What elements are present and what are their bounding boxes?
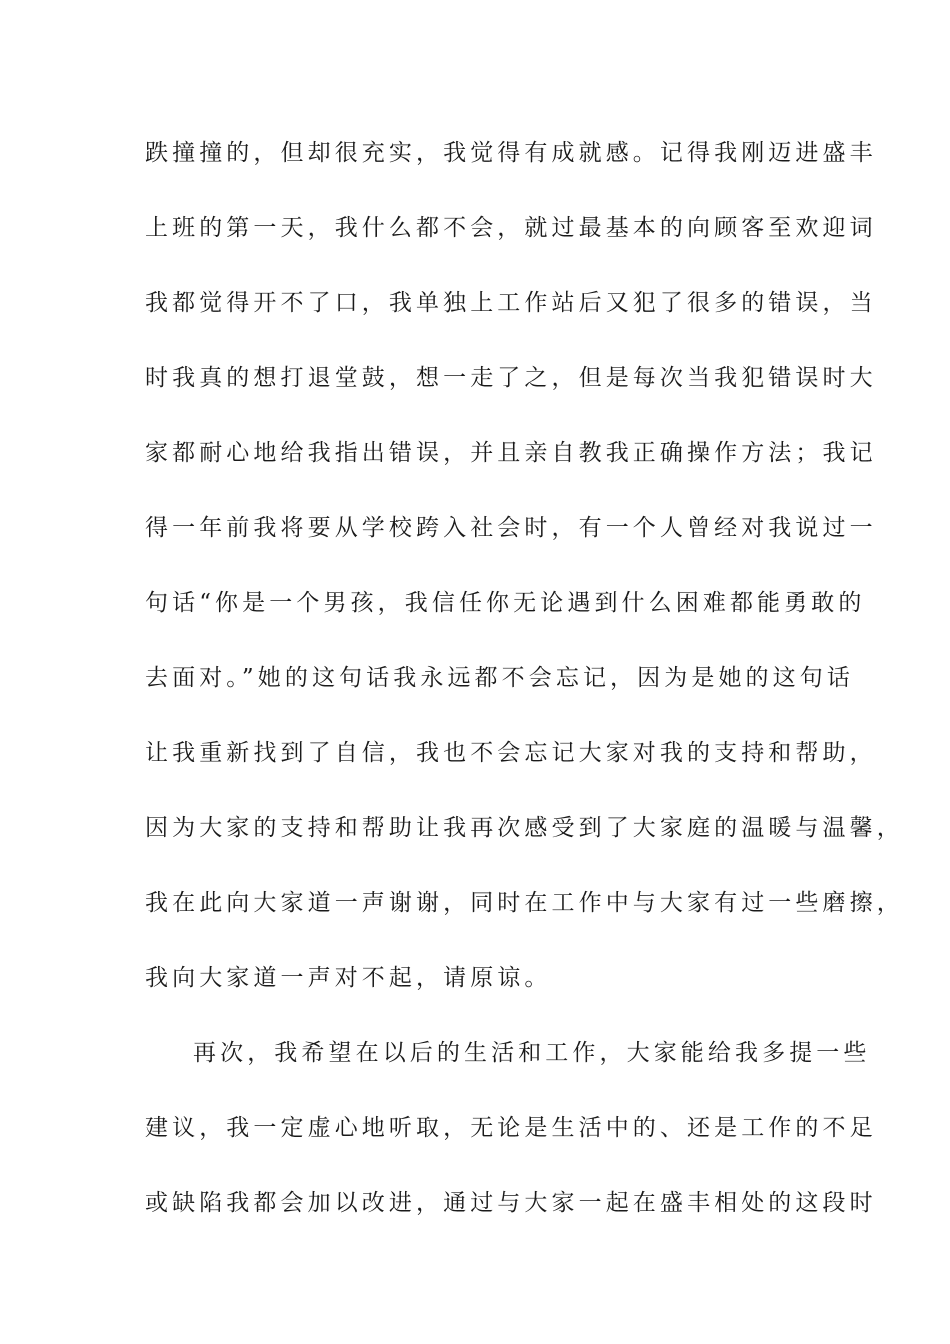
text-line: 上班的第一天，我什么都不会，就过最基本的向顾客至欢迎词 (145, 215, 877, 241)
body-text (145, 133, 904, 1258)
text-line: 得一年前我将要从学校跨入社会时，有一个人曾经对我说过一 (145, 515, 877, 541)
text-line: 建议，我一定虚心地听取，无论是生活中的、还是工作的不足 (145, 1115, 877, 1141)
text-line: 我向大家道一声对不起，请原谅。 (145, 965, 552, 991)
text-line: 句话“你是一个男孩，我信任你无论遇到什么困难都能勇敢的 (145, 590, 866, 616)
paragraph-start-line: 再次，我希望在以后的生活和工作，大家能给我多提一些 (193, 1040, 871, 1066)
text-line: 时我真的想打退堂鼓，想一走了之，但是每次当我犯错误时大 (145, 365, 877, 391)
text-line: 跌撞撞的，但却很充实，我觉得有成就感。记得我刚迈进盛丰 (145, 140, 877, 166)
text-line: 或缺陷我都会加以改进，通过与大家一起在盛丰相处的这段时 (145, 1190, 877, 1216)
text-line: 家都耐心地给我指出错误，并且亲自教我正确操作方法；我记 (145, 440, 877, 466)
text-line: 去面对。”她的这句话我永远都不会忘记，因为是她的这句话 (145, 665, 854, 691)
text-line: 我都觉得开不了口，我单独上工作站后又犯了很多的错误，当 (145, 290, 877, 316)
text-line: 因为大家的支持和帮助让我再次感受到了大家庭的温暖与温馨， (145, 815, 904, 841)
text-line: 让我重新找到了自信，我也不会忘记大家对我的支持和帮助， (145, 740, 877, 766)
text-line: 我在此向大家道一声谢谢，同时在工作中与大家有过一些磨擦， (145, 890, 904, 916)
